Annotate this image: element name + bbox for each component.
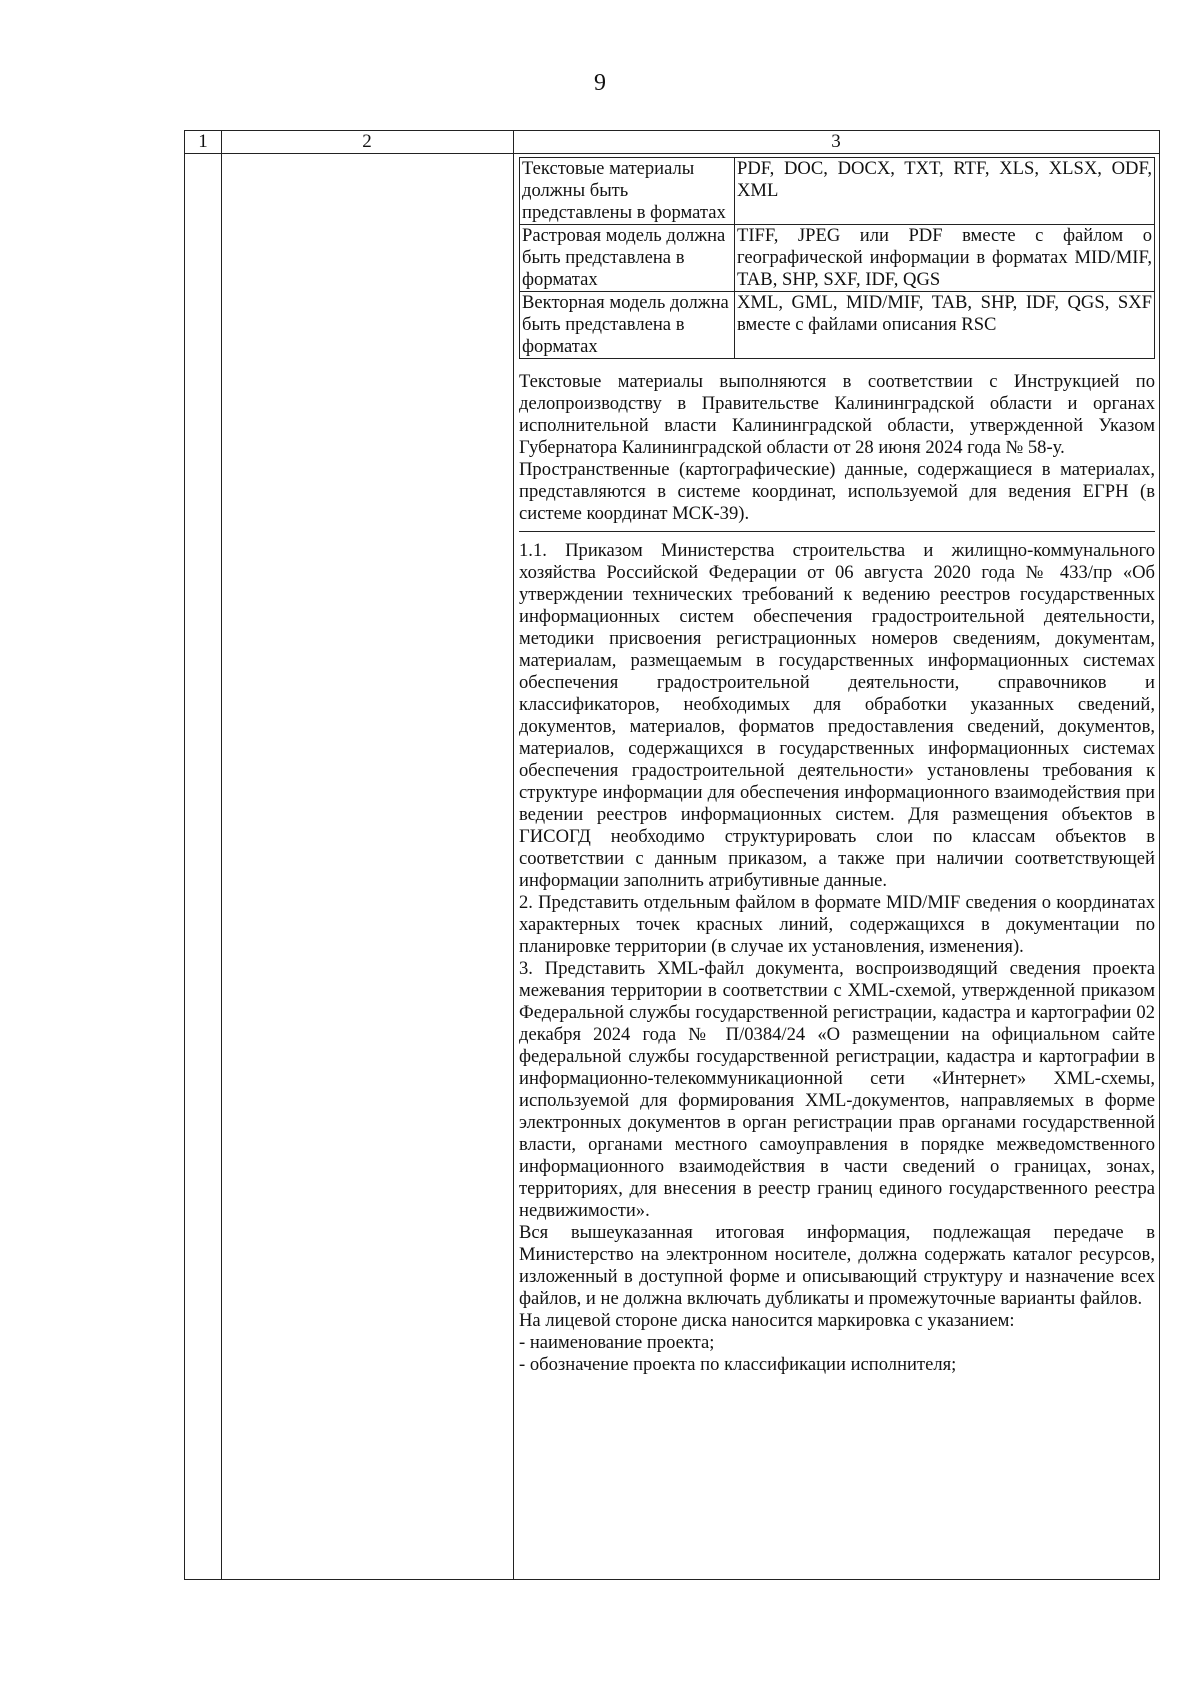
list-intro: На лицевой стороне диска наносится маркировка с указанием:: [519, 1310, 1015, 1331]
page-number: 9: [594, 70, 606, 96]
column-3-content: [519, 157, 1155, 1376]
paragraph: 3. Представить XML-файл документа, воспроизводящий сведения проекта межевания территории в соответствии с XML-схемой, утвержденной приказом Федеральной службы государственной регистрации, кадастра и картографии 02 декабря 2024 года № П/0384/24 «О размещении на официальном сайте федеральной службы государственной регистрации, кадастра и картографии в информационно-телекоммуникационной сети «Интернет» XML-схемы, используемой для формирования XML-документов, направляемых в форме электронных документов в орган регистрации прав органами государственной власти, органами местного самоуправления в порядке межведомственного информационного взаимодействия в части сведений о границах, зонах, территориях, для внесения в реестр границ единого государственного реестра недвижимости».: [519, 958, 1155, 1221]
list-item: - обозначение проекта по классификации исполнителя;: [519, 1354, 957, 1375]
format-row-vector: [520, 292, 1155, 359]
column-divider-2: [513, 131, 514, 1579]
requirements-block-2: [519, 540, 1155, 1376]
paragraph: Текстовые материалы выполняются в соответствии с Инструкцией по делопроизводству в Правительстве Калининградской области и органах исполнительной власти Калининградской области, утвержденной Указом Губернатора Калининградской области от 28 июня 2024 года № 58-у.: [519, 371, 1155, 458]
format-value: TIFF, JPEG или PDF вместе с файлом о географической информации в форматах MID/MIF, TAB, SHP, SXF, IDF, QGS: [735, 225, 1155, 292]
header-row-divider: [185, 153, 1159, 154]
format-row-text: [520, 158, 1155, 225]
format-label: Векторная модель должна быть представлена в форматах: [520, 292, 735, 359]
requirements-block-1: [519, 371, 1155, 525]
column-header-3: 3: [831, 131, 841, 152]
format-value: PDF, DOC, DOCX, TXT, RTF, XLS, XLSX, ODF, XML: [735, 158, 1155, 225]
paragraph: 1.1. Приказом Министерства строительства и жилищно-коммунального хозяйства Российской Федерации от 06 августа 2020 года № 433/пр «Об утверждении технических требований к ведению реестров государственных информационных систем обеспечения градостроительной деятельности, методики присвоения регистрационных номеров сведениям, документам, материалам, размещаемым в государственных информационных системах обеспечения градостроительной деятельности, справочников и классификаторов, необходимых для обработки указанных сведений, документов, материалов, форматов предоставления сведений, документов, материалов, содержащихся в государственных информационных системах обеспечения градостроительной деятельности» установлены требования к структуре информации для обеспечения информационного взаимодействия при ведении реестров информационных систем. Для размещения объектов в ГИСОГД необходимо структурировать слои по классам объектов в соответствии с данным приказом, а также при наличии соответствующей информации заполнить атрибутивные данные.: [519, 540, 1155, 891]
format-value: XML, GML, MID/MIF, TAB, SHP, IDF, QGS, SXF вместе с файлами описания RSC: [735, 292, 1155, 359]
format-label: Растровая модель должна быть представлена в форматах: [520, 225, 735, 292]
list-item: - наименование проекта;: [519, 1332, 715, 1353]
formats-table: [519, 157, 1155, 359]
paragraph: 2. Представить отдельным файлом в формате MID/MIF сведения о координатах характерных точек красных линий, содержащихся в документации по планировке территории (в случае их установления, изменения).: [519, 892, 1155, 957]
row-divider: [519, 531, 1155, 532]
paragraph: Вся вышеуказанная итоговая информация, подлежащая передаче в Министерство на электронном носителе, должна содержать каталог ресурсов, изложенный в доступной форме и описывающий структуру и назначение всех файлов, и не должна включать дубликаты и промежуточные варианты файлов.: [519, 1222, 1155, 1309]
column-divider-1: [221, 131, 222, 1579]
paragraph: Пространственные (картографические) данные, содержащиеся в материалах, представляются в системе координат, используемой для ведения ЕГРН (в системе координат МСК-39).: [519, 459, 1155, 524]
format-label: Текстовые материалы должны быть представлены в форматах: [520, 158, 735, 225]
main-table: [184, 130, 1160, 1580]
column-header-1: 1: [198, 131, 208, 152]
format-row-raster: [520, 225, 1155, 292]
column-header-2: 2: [362, 131, 372, 152]
